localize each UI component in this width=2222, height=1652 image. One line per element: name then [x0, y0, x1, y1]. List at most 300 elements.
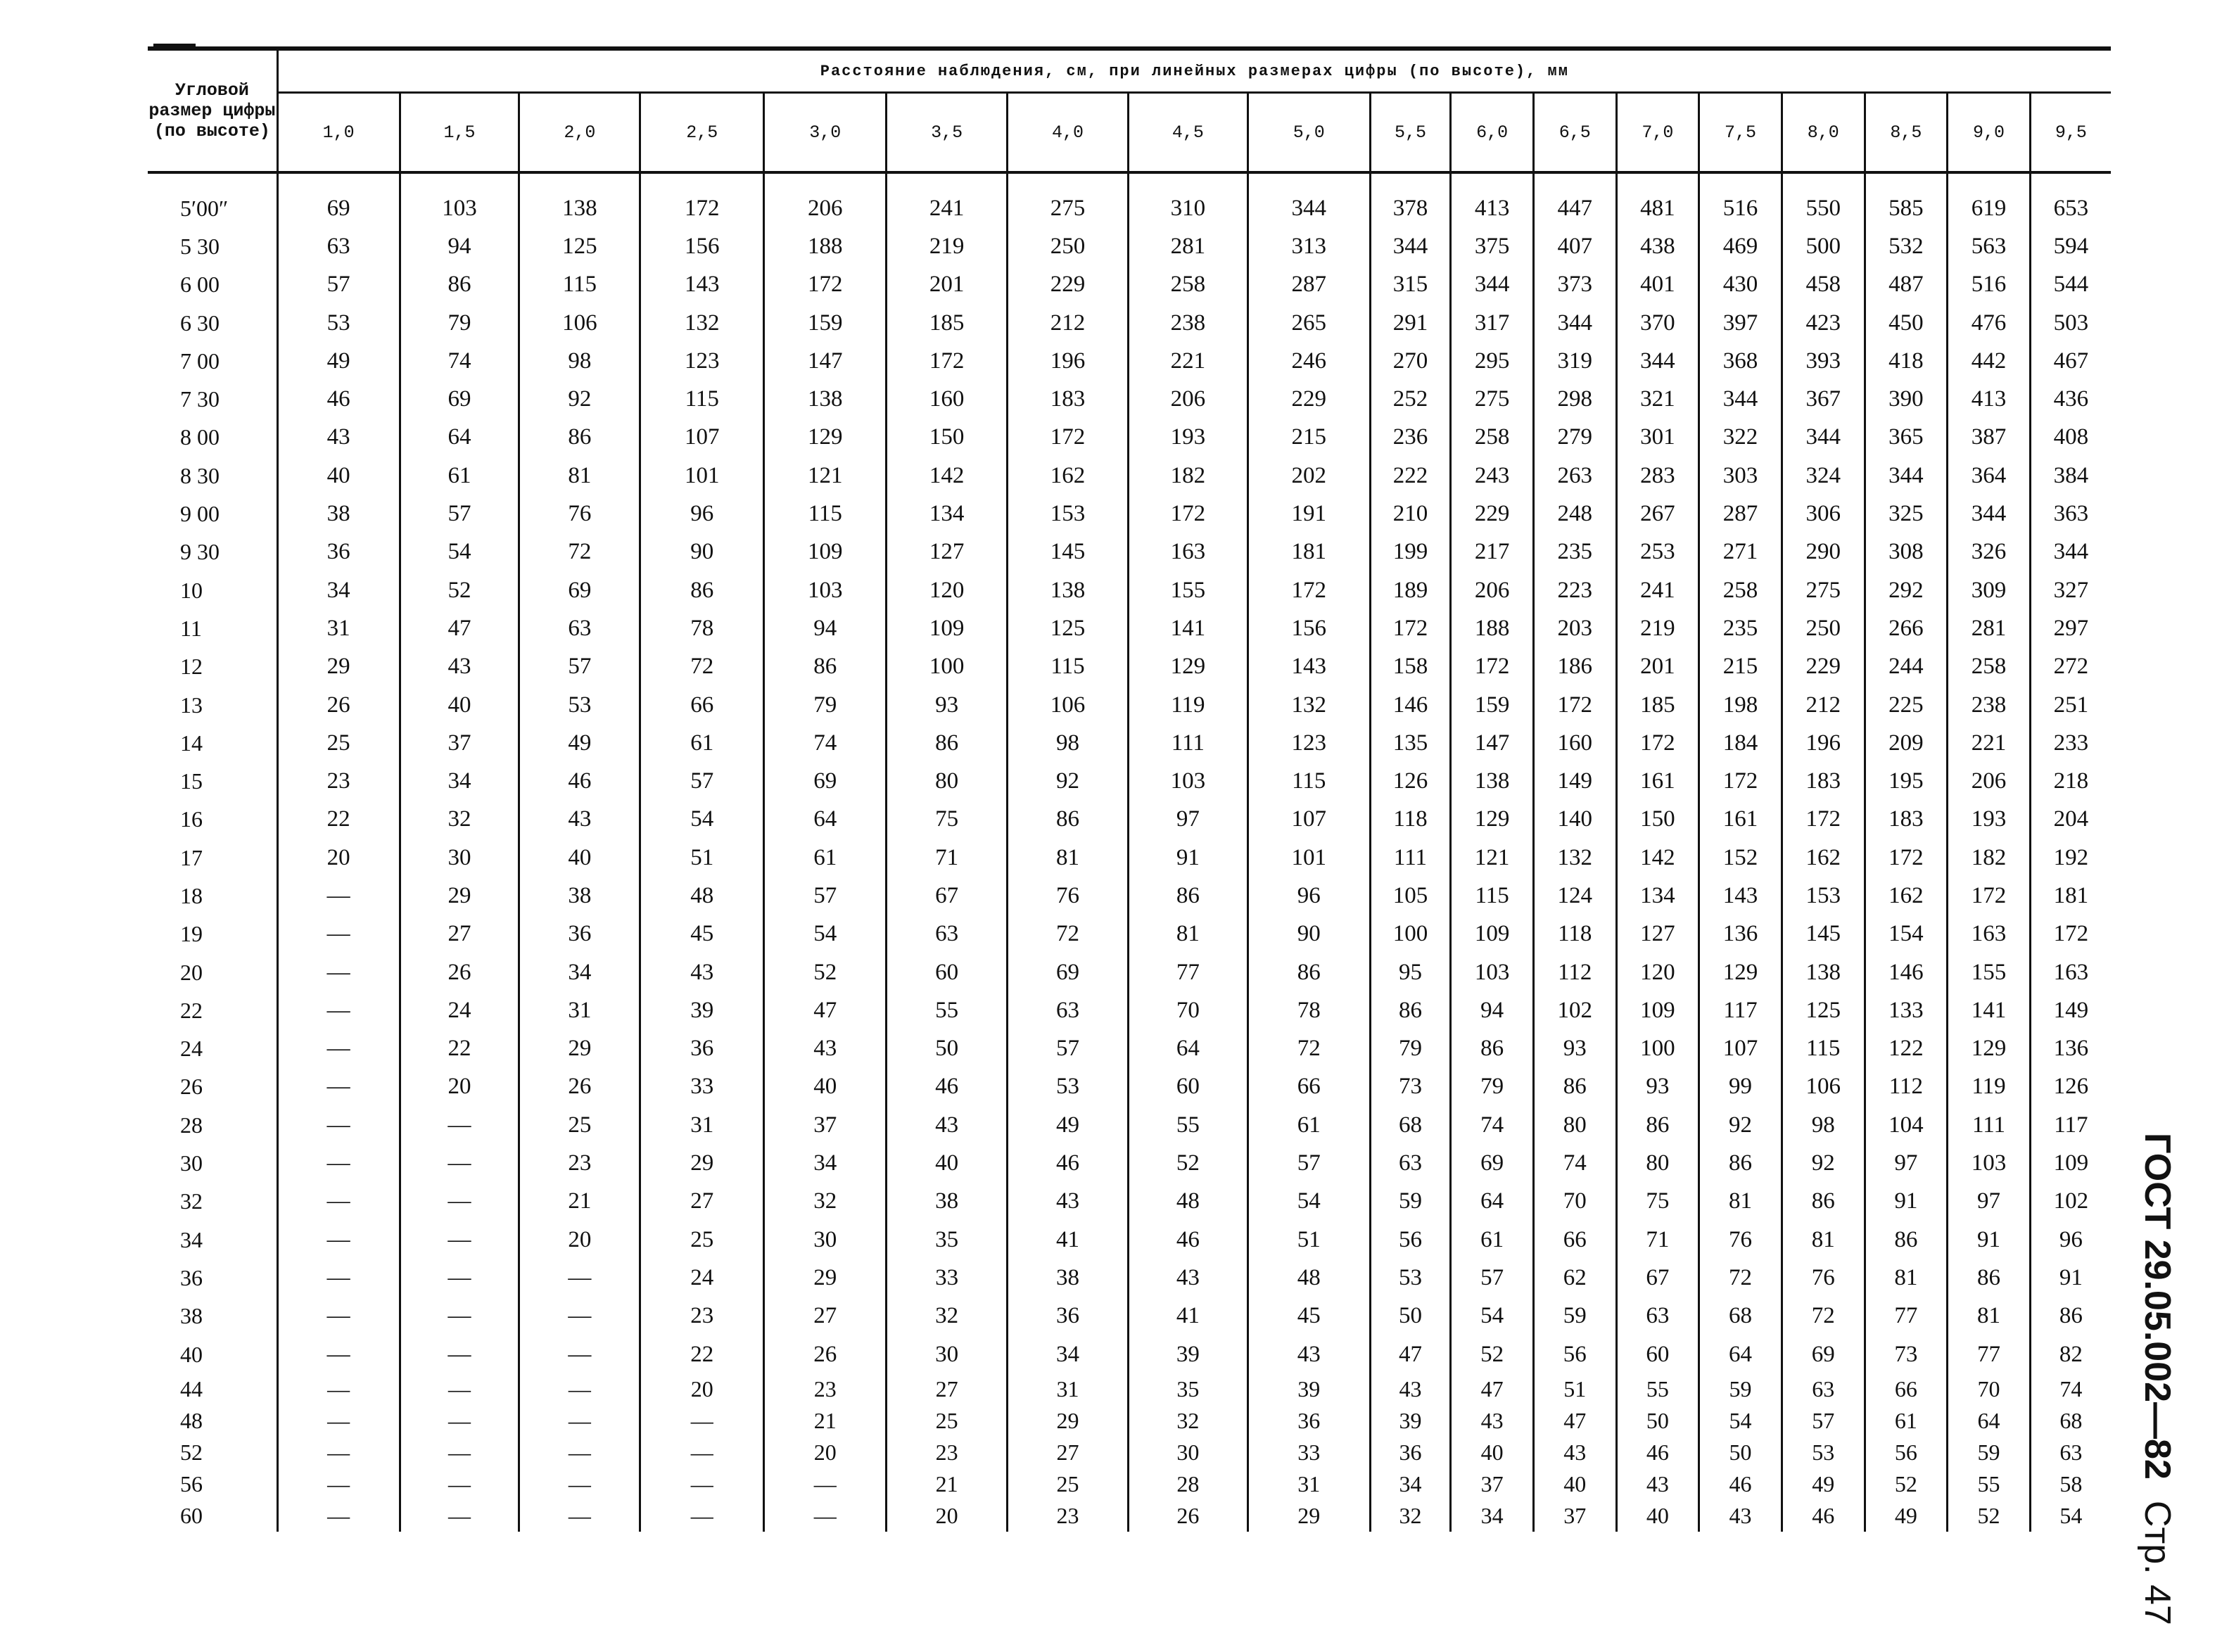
table-cell: 45	[640, 915, 764, 953]
table-cell: —	[327, 1376, 350, 1402]
table-cell: 80	[1616, 1144, 1699, 1182]
table-cell: 69	[1451, 1144, 1534, 1182]
table-cell: 161	[1616, 762, 1699, 800]
table-cell: —	[326, 1188, 350, 1214]
table-cell: 46	[1782, 1500, 1865, 1532]
table-cell: 181	[1248, 533, 1370, 571]
table-cell: 86	[640, 571, 764, 609]
table-cell: 72	[1008, 915, 1129, 953]
page-margin-label	[2125, 1133, 2181, 1625]
table-cell: 61	[640, 724, 764, 762]
corner-header: Угловой размер цифры (по высоте)	[148, 49, 277, 172]
row-angle-label: 15	[148, 762, 277, 800]
table-cell: —	[326, 1036, 350, 1062]
table-cell: 129	[1699, 953, 1782, 991]
row-angle-label: 8 30	[148, 457, 277, 495]
table-cell: 281	[1948, 609, 2031, 647]
table-cell: 38	[887, 1183, 1008, 1221]
table-cell: 92	[1008, 762, 1129, 800]
table-cell: 27	[1008, 1437, 1129, 1468]
row-angle-label: 6 30	[148, 304, 277, 342]
table-cell: 321	[1616, 380, 1699, 418]
table-cell: 66	[1865, 1373, 1948, 1405]
table-cell: 126	[2030, 1068, 2111, 1106]
table-cell: 281	[1128, 227, 1248, 265]
table-cell: 40	[887, 1144, 1008, 1182]
table-cell: 51	[1533, 1373, 1616, 1405]
row-angle-label: 5 30	[148, 227, 277, 265]
table-row	[148, 495, 2111, 533]
column-header: 1,5	[400, 93, 519, 173]
table-cell: 308	[1865, 533, 1948, 571]
table-cell: 147	[1451, 724, 1534, 762]
table-cell: 69	[1008, 953, 1129, 991]
table-cell: —	[400, 1106, 519, 1144]
table-cell: 43	[519, 801, 640, 839]
table-row	[148, 457, 2111, 495]
table-cell: 544	[2030, 266, 2111, 304]
table-cell: 532	[1865, 227, 1948, 265]
table-cell: 198	[1699, 686, 1782, 724]
table-cell: 73	[1865, 1335, 1948, 1373]
table-cell: 172	[887, 342, 1008, 380]
table-cell: 70	[1533, 1183, 1616, 1221]
table-cell: 223	[1533, 571, 1616, 609]
table-cell: 68	[1699, 1297, 1782, 1335]
table-cell: 117	[1699, 991, 1782, 1029]
column-header: 5,5	[1370, 93, 1451, 173]
table-cell: 397	[1699, 304, 1782, 342]
table-cell: 107	[1248, 801, 1370, 839]
table-cell: 22	[640, 1335, 764, 1373]
table-body	[148, 172, 2111, 1532]
table-cell: 23	[519, 1144, 640, 1182]
table-cell: 54	[1451, 1297, 1534, 1335]
table-cell: 74	[400, 342, 519, 380]
table-cell: 111	[1948, 1106, 2031, 1144]
table-cell: 54	[2030, 1500, 2111, 1532]
table-cell: 78	[640, 609, 764, 647]
column-header: 4,0	[1008, 93, 1129, 173]
table-cell: 96	[2030, 1221, 2111, 1259]
table-cell: 68	[2030, 1405, 2111, 1437]
row-angle-label: 18	[148, 877, 277, 915]
table-cell: 40	[519, 839, 640, 877]
table-row	[148, 762, 2111, 800]
table-cell: 53	[1370, 1259, 1451, 1297]
table-row	[148, 227, 2111, 265]
table-cell: 235	[1533, 533, 1616, 571]
table-cell: —	[326, 1150, 350, 1176]
table-cell: 196	[1782, 724, 1865, 762]
spacer-cell	[1128, 172, 1248, 189]
table-cell: 344	[1451, 266, 1534, 304]
table-cell: 115	[1782, 1030, 1865, 1068]
table-cell: 72	[1248, 1030, 1370, 1068]
table-cell: 54	[400, 533, 519, 571]
table-cell: 27	[400, 915, 519, 953]
table-cell: 72	[640, 648, 764, 686]
table-cell: 195	[1865, 762, 1948, 800]
table-row	[148, 1221, 2111, 1259]
row-angle-label: 32	[148, 1183, 277, 1221]
table-cell: 25	[519, 1106, 640, 1144]
table-cell: 31	[1248, 1468, 1370, 1500]
table-cell: 57	[1782, 1405, 1865, 1437]
table-cell: 64	[1699, 1335, 1782, 1373]
table-cell: 63	[887, 915, 1008, 953]
table-cell: —	[326, 1264, 350, 1290]
table-cell: 37	[1451, 1468, 1534, 1500]
table-cell: 39	[1128, 1335, 1248, 1373]
table-cell: 272	[2030, 648, 2111, 686]
table-cell: 74	[2030, 1373, 2111, 1405]
table-cell: 71	[887, 839, 1008, 877]
table-cell: 35	[887, 1221, 1008, 1259]
row-angle-label: 14	[148, 724, 277, 762]
table-cell: 74	[1451, 1106, 1534, 1144]
table-cell: 49	[1782, 1468, 1865, 1500]
standard-code: ГОСТ 29.05.002—82	[2137, 1133, 2178, 1480]
table-cell: 189	[1370, 571, 1451, 609]
table-cell: 387	[1948, 419, 2031, 457]
row-angle-label: 38	[148, 1297, 277, 1335]
spacer-cell	[1616, 172, 1699, 189]
table-cell: 40	[1451, 1437, 1534, 1468]
table-cell: 186	[1533, 648, 1616, 686]
table-cell: 91	[1865, 1183, 1948, 1221]
table-cell: 152	[1699, 839, 1782, 877]
table-cell: 29	[519, 1030, 640, 1068]
table-cell: 57	[326, 272, 350, 298]
table-cell: 22	[400, 1030, 519, 1068]
table-cell: —	[326, 1074, 350, 1100]
table-cell: 29	[1008, 1405, 1129, 1437]
table-cell: 297	[2030, 609, 2111, 647]
table-cell: 145	[1008, 533, 1129, 571]
table-cell: 90	[640, 533, 764, 571]
column-header: 9,0	[1948, 93, 2031, 173]
table-cell: 238	[1948, 686, 2031, 724]
table-cell: 34	[400, 762, 519, 800]
table-cell: 120	[887, 571, 1008, 609]
table-row	[148, 1335, 2111, 1373]
table-cell: —	[640, 1405, 764, 1437]
table-cell: 28	[1128, 1468, 1248, 1500]
table-cell: —	[327, 1471, 350, 1497]
table-cell: 206	[764, 189, 887, 227]
table-cell: 155	[1128, 571, 1248, 609]
table-cell: 141	[1128, 609, 1248, 647]
table-cell: 29	[1248, 1500, 1370, 1532]
table-cell: 54	[640, 801, 764, 839]
table-cell: 159	[764, 304, 887, 342]
table-cell: 90	[1248, 915, 1370, 953]
table-cell: 368	[1699, 342, 1782, 380]
table-cell: 20	[764, 1437, 887, 1468]
table-cell: 66	[1248, 1068, 1370, 1106]
table-cell: 20	[887, 1500, 1008, 1532]
table-cell: 20	[400, 1068, 519, 1106]
table-cell: 66	[640, 686, 764, 724]
table-row	[148, 839, 2111, 877]
table-cell: 46	[326, 386, 350, 412]
table-cell: 258	[1128, 266, 1248, 304]
table-cell: 143	[1699, 877, 1782, 915]
table-cell: 275	[1782, 571, 1865, 609]
table-row	[148, 1030, 2111, 1068]
table-cell: 57	[764, 877, 887, 915]
table-cell: 92	[1699, 1106, 1782, 1144]
table-cell: 39	[1370, 1405, 1451, 1437]
table-cell: 43	[326, 424, 350, 450]
table-cell: 115	[640, 380, 764, 418]
table-row	[148, 1297, 2111, 1335]
table-cell: 34	[519, 953, 640, 991]
table-cell: —	[640, 1437, 764, 1468]
table-cell: 30	[1128, 1437, 1248, 1468]
table-cell: 86	[764, 648, 887, 686]
table-cell: 52	[764, 953, 887, 991]
row-angle-label: 10	[148, 571, 277, 609]
table-cell: 112	[1533, 953, 1616, 991]
table-cell: 26	[400, 953, 519, 991]
table-cell: 32	[400, 801, 519, 839]
table-cell: 233	[2030, 724, 2111, 762]
table-cell: 61	[1865, 1405, 1948, 1437]
table-cell: 47	[1451, 1373, 1534, 1405]
table-cell: —	[326, 1226, 350, 1252]
table-cell: 86	[2030, 1297, 2111, 1335]
table-cell: 60	[887, 953, 1008, 991]
row-angle-label: 40	[148, 1335, 277, 1373]
table-cell: 56	[1370, 1221, 1451, 1259]
table-cell: 93	[1616, 1068, 1699, 1106]
table-cell: 41	[1008, 1221, 1129, 1259]
table-cell: 172	[764, 266, 887, 304]
table-cell: 129	[764, 419, 887, 457]
table-cell: 103	[1128, 762, 1248, 800]
table-cell: 86	[1008, 801, 1129, 839]
table-cell: 52	[1128, 1144, 1248, 1182]
table-cell: 30	[887, 1335, 1008, 1373]
table-cell: 183	[1865, 801, 1948, 839]
table-cell: 63	[1008, 991, 1129, 1029]
table-cell: 301	[1616, 419, 1699, 457]
table-cell: —	[400, 1437, 519, 1468]
table-row	[148, 189, 2111, 227]
spacer-cell	[1782, 172, 1865, 189]
table-cell: 93	[887, 686, 1008, 724]
table-cell: 86	[1948, 1259, 2031, 1297]
table-cell: 72	[519, 533, 640, 571]
table-cell: 154	[1865, 915, 1948, 953]
table-cell: 53	[519, 686, 640, 724]
table-cell: 291	[1370, 304, 1451, 342]
table-cell: 115	[1248, 762, 1370, 800]
table-cell: 129	[1451, 801, 1534, 839]
table-cell: 344	[1370, 227, 1451, 265]
table-cell: 98	[519, 342, 640, 380]
table-cell: 146	[1370, 686, 1451, 724]
table-cell: 134	[887, 495, 1008, 533]
table-cell: —	[326, 1112, 350, 1138]
table-cell: 204	[2030, 801, 2111, 839]
table-cell: 86	[1370, 991, 1451, 1029]
table-cell: 243	[1451, 457, 1534, 495]
table-cell: 49	[326, 348, 350, 374]
table-cell: 71	[1616, 1221, 1699, 1259]
table-cell: 52	[1451, 1335, 1534, 1373]
table-cell: 229	[1782, 648, 1865, 686]
table-cell: 203	[1533, 609, 1616, 647]
spacer-cell	[1699, 172, 1782, 189]
table-cell: 26	[326, 692, 350, 718]
table-cell: 55	[1948, 1468, 2031, 1500]
table-cell: 160	[887, 380, 1008, 418]
table-cell: —	[400, 1221, 519, 1259]
table-cell: 30	[764, 1221, 887, 1259]
table-cell: 319	[1533, 342, 1616, 380]
table-cell: 162	[1008, 457, 1129, 495]
table-cell: 57	[1008, 1030, 1129, 1068]
table-cell: 39	[640, 991, 764, 1029]
table-cell: 76	[1782, 1259, 1865, 1297]
table-cell: 79	[1451, 1068, 1534, 1106]
page-number: Стр. 47	[2137, 1500, 2178, 1625]
table-cell: 36	[326, 539, 350, 565]
table-cell: 30	[400, 839, 519, 877]
table-cell: 500	[1782, 227, 1865, 265]
table-cell: 119	[1948, 1068, 2031, 1106]
row-angle-label: 9 30	[148, 533, 277, 571]
table-cell: 159	[1451, 686, 1534, 724]
table-cell: 53	[326, 310, 350, 336]
table-cell: 145	[1782, 915, 1865, 953]
table-cell: 24	[400, 991, 519, 1029]
spacer-cell	[1451, 172, 1534, 189]
table-cell: 21	[519, 1183, 640, 1221]
table-cell: 80	[887, 762, 1008, 800]
table-cell: 125	[519, 227, 640, 265]
spacer-cell	[1865, 172, 1948, 189]
table-cell: 115	[519, 266, 640, 304]
table-cell: 41	[1128, 1297, 1248, 1335]
table-cell: 117	[2030, 1106, 2111, 1144]
column-header: 7,5	[1699, 93, 1782, 173]
table-cell: 106	[519, 304, 640, 342]
table-cell: 317	[1451, 304, 1534, 342]
table-row	[148, 1068, 2111, 1106]
table-cell: 150	[1616, 801, 1699, 839]
table-cell: 172	[1699, 762, 1782, 800]
table-cell: 50	[1370, 1297, 1451, 1335]
table-cell: 57	[640, 762, 764, 800]
table-row	[148, 1437, 2111, 1468]
table-cell: 86	[1248, 953, 1370, 991]
table-cell: 246	[1248, 342, 1370, 380]
table-cell: 119	[1128, 686, 1248, 724]
table-cell: 182	[1128, 457, 1248, 495]
table-cell: 86	[519, 419, 640, 457]
table-cell: 503	[2030, 304, 2111, 342]
column-header: 1,0	[277, 93, 400, 173]
table-cell: 32	[887, 1297, 1008, 1335]
table-cell: 158	[1370, 648, 1451, 686]
table-cell: 86	[1865, 1221, 1948, 1259]
table-cell: 266	[1865, 609, 1948, 647]
table-cell: 123	[640, 342, 764, 380]
table-cell: 46	[1699, 1468, 1782, 1500]
table-cell: —	[400, 1259, 519, 1297]
table-cell: 218	[2030, 762, 2111, 800]
table-cell: 50	[887, 1030, 1008, 1068]
table-cell: 95	[1370, 953, 1451, 991]
column-header: 2,0	[519, 93, 640, 173]
table-cell: 40	[764, 1068, 887, 1106]
table-cell: 120	[1616, 953, 1699, 991]
table-cell: 31	[1008, 1373, 1129, 1405]
table-cell: 48	[1128, 1183, 1248, 1221]
table-cell: 140	[1533, 801, 1616, 839]
table-cell: 94	[764, 609, 887, 647]
table-cell: 185	[887, 304, 1008, 342]
table-cell: 25	[1008, 1468, 1129, 1500]
table-cell: 258	[1699, 571, 1782, 609]
table-cell: 390	[1865, 380, 1948, 418]
column-header: 6,5	[1533, 93, 1616, 173]
table-row	[148, 266, 2111, 304]
column-header: 6,0	[1451, 93, 1534, 173]
table-cell: 344	[1533, 304, 1616, 342]
table-cell: 129	[1948, 1030, 2031, 1068]
table-cell: 109	[1451, 915, 1534, 953]
table-cell: 172	[1451, 648, 1534, 686]
table-cell: 172	[1008, 419, 1129, 457]
table-cell: 287	[1248, 266, 1370, 304]
table-cell: 206	[1128, 380, 1248, 418]
table-cell: 192	[2030, 839, 2111, 877]
table-cell: 23	[887, 1437, 1008, 1468]
table-cell: 188	[764, 227, 887, 265]
table-cell: 594	[2030, 227, 2111, 265]
table-cell: 55	[887, 991, 1008, 1029]
table-cell: 53	[1008, 1068, 1129, 1106]
column-header: 8,0	[1782, 93, 1865, 173]
column-header: 7,0	[1616, 93, 1699, 173]
table-cell: 438	[1616, 227, 1699, 265]
table-cell: 56	[1865, 1437, 1948, 1468]
table-cell: 36	[640, 1030, 764, 1068]
table-cell: 99	[1699, 1068, 1782, 1106]
table-cell: 31	[640, 1106, 764, 1144]
table-cell: 202	[1248, 457, 1370, 495]
column-header: 4,5	[1128, 93, 1248, 173]
table-cell: —	[519, 1500, 640, 1532]
table-cell: 57	[1451, 1259, 1534, 1297]
table-cell: 430	[1699, 266, 1782, 304]
table-cell: 91	[1948, 1221, 2031, 1259]
table-cell: 219	[887, 227, 1008, 265]
table-cell: 86	[1699, 1144, 1782, 1182]
table-cell: 375	[1451, 227, 1534, 265]
table-cell: 66	[1533, 1221, 1616, 1259]
table-cell: 100	[1370, 915, 1451, 953]
table-cell: 25	[326, 730, 350, 756]
table-cell: 125	[1782, 991, 1865, 1029]
table-cell: 217	[1451, 533, 1534, 571]
table-cell: 33	[640, 1068, 764, 1106]
